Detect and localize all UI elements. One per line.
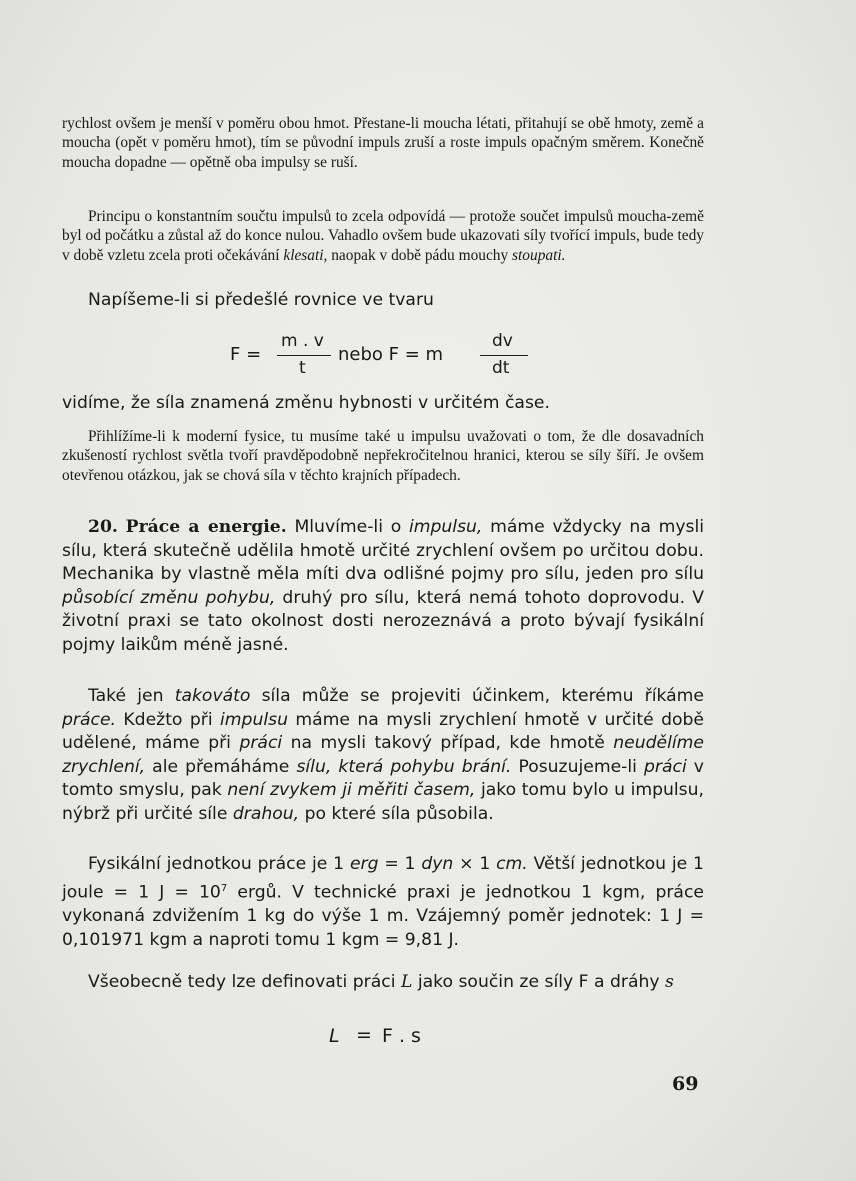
emphasis-text: impulsu, xyxy=(408,517,483,537)
section-number: 20. xyxy=(88,517,118,537)
paragraph-text: Posuzujeme-li xyxy=(511,756,644,777)
paragraph-text: vidíme, že síla znamená změnu hybnosti v určitém čase. xyxy=(62,393,550,413)
paragraph-text: druhý pro sílu, která nemá tohoto doprovodu. V životní praxi se tato okolnost dosti nerozeznává a proto bývají fysikální pojmy laikům méně jasné. xyxy=(62,587,704,655)
emphasis-text: neudělíme zrychlení, xyxy=(62,733,704,777)
paragraph-text: rychlost ovšem je menší v poměru obou hmot. Přestane-li moucha létati, přitahují se obě hmoty, země a moucha (opět v poměru hmot), tím se původní impuls zruší a roste impuls opačným směrem. Konečně moucha dopadne — opětně oba impulsy se ruší. xyxy=(62,115,704,171)
paragraph-text: máme na mysli zrychlení hmotě v určité době udělené, máme při xyxy=(62,709,704,754)
paragraph-text: Všeobecně tedy lze definovati práci xyxy=(88,972,401,992)
emphasis-text: L xyxy=(400,972,413,992)
page-number: 69 xyxy=(672,1073,699,1095)
paragraph-text: Kdežto při xyxy=(116,709,221,730)
emphasis-text: práci xyxy=(239,733,283,754)
equation-middle: nebo F = m xyxy=(338,344,444,365)
paragraph-modern-physics xyxy=(62,427,704,485)
paragraph-text: jako součin ze síly F a dráhy xyxy=(412,972,666,992)
paragraph-text: ergů. V technické praxi je jednotkou 1 kgm, práce vykonaná zdvižením 1 kg do výše 1 m. Vzájemný poměr jednotek: 1 J = 0,101971 kgm a naproti tomu 1 kgm = 9,81 J. xyxy=(62,882,704,950)
emphasis-text: drahou, xyxy=(232,803,300,824)
paragraph-work-units xyxy=(62,853,704,952)
paragraph-text: Větší jednotkou je 1 joule = 1 J = 10 xyxy=(62,854,704,903)
paragraph-text: ale přemáháme xyxy=(145,756,297,777)
paragraph-text: máme vždycky na mysli sílu, která skutečně udělila hmotě určité zrychlení ovšem po určitou dobu. Mechanika by vlastně měla míti dva odlišné pojmy pro sílu, jeden pro sílu xyxy=(62,517,705,585)
fraction-bar xyxy=(277,355,331,356)
emphasis-text: s xyxy=(665,972,674,992)
section-title: Práce a energie. xyxy=(125,517,287,537)
equation-rhs: F . s xyxy=(382,1025,421,1047)
paragraph-text: na mysli takový případ, kde hmotě xyxy=(282,733,614,754)
paragraph-text: v tomto smyslu, pak xyxy=(62,756,704,801)
emphasis-text: cm. xyxy=(496,854,528,874)
paragraph-text: Fysikální jednotkou práce je 1 xyxy=(88,854,350,874)
emphasis-text: práci xyxy=(643,756,687,777)
paragraph-text: naopak v době pádu mouchy xyxy=(327,246,513,264)
paragraph-force-meaning xyxy=(62,392,704,416)
paragraph-equation-intro xyxy=(62,289,704,313)
fraction-bar xyxy=(480,355,528,356)
emphasis-text: stoupati. xyxy=(512,246,566,264)
paragraph-text: Mluvíme-li o xyxy=(286,517,409,537)
paragraph-text: Principu o konstantním součtu impulsů to zcela odpovídá — protože součet impulsů moucha-země byl od počátku a zůstal až do konce nulou. Vahadlo ovšem bude ukazovati síly tvořící impuls, bude tedy v době vzletu zcela proti očekávání xyxy=(62,208,704,264)
fraction-denominator: t xyxy=(299,358,306,378)
paragraph-text: jako tomu bylo u impulsu, nýbrž při určité síle xyxy=(62,780,704,824)
fraction-numerator: m . v xyxy=(281,331,324,351)
paragraph-text: Také jen xyxy=(88,686,175,706)
paragraph-work-definition xyxy=(62,685,704,827)
paragraph-text: = 1 xyxy=(378,854,422,874)
fraction-denominator: dt xyxy=(492,358,510,378)
emphasis-text: impulsu xyxy=(220,709,288,730)
paragraph-text: Napíšeme-li si předešlé rovnice ve tvaru xyxy=(88,290,434,310)
equation-lhs: F = xyxy=(230,344,262,365)
emphasis-text: dyn xyxy=(421,854,454,874)
equation-lhs: L xyxy=(329,1025,340,1047)
section-20 xyxy=(62,516,704,658)
paragraph-text: Přihlížíme-li k moderní fysice, tu musíme také u impulsu uvažovati o tom, že dle dosavadních zkušeností rychlost světla tvoří pravděpodobně nepřekročitelnou hranici, kterou se síly šíří. Je ovšem otevřenou otázkou, jak se chová síla v těchto krajních případech. xyxy=(62,428,704,484)
fraction-numerator: dv xyxy=(492,331,513,351)
paragraph-constant-impulse xyxy=(62,207,704,265)
paragraph-work-general xyxy=(62,971,704,995)
emphasis-text: klesati, xyxy=(283,246,328,264)
superscript: 7 xyxy=(220,882,228,894)
emphasis-text: sílu, která pohybu brání. xyxy=(296,756,512,777)
emphasis-text: není zvykem ji měřiti časem, xyxy=(227,780,476,801)
paragraph-text: po které síla působila. xyxy=(299,803,494,824)
emphasis-text: práce. xyxy=(62,709,116,730)
emphasis-text: takováto xyxy=(174,686,251,706)
paragraph-text: síla může se projeviti účinkem, kterému říkáme xyxy=(250,686,704,706)
equals-sign: = xyxy=(356,1024,372,1046)
paragraph-text: × 1 xyxy=(453,854,497,874)
emphasis-text: erg xyxy=(349,854,379,874)
paragraph-momentum-fly xyxy=(62,114,704,172)
emphasis-text: působící změnu pohybu, xyxy=(62,587,276,608)
